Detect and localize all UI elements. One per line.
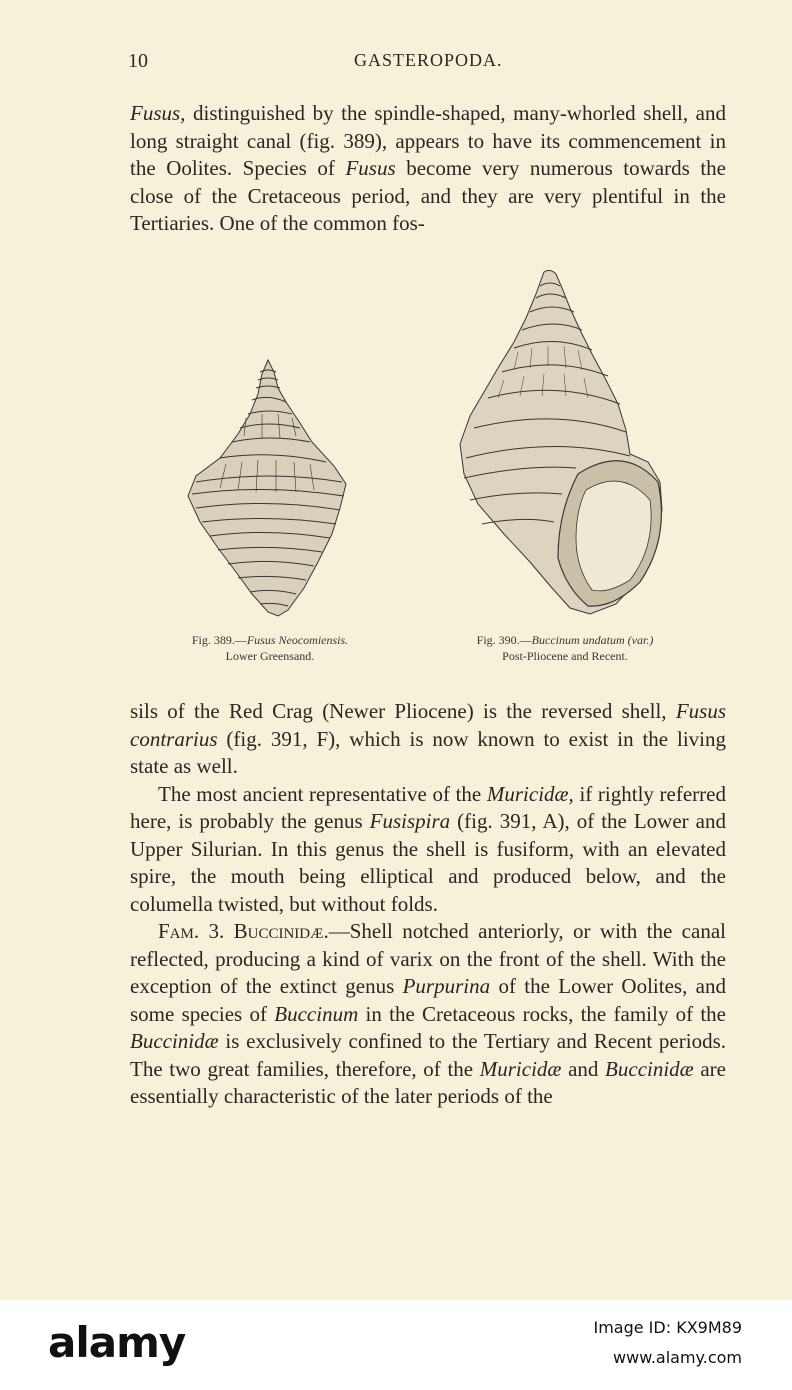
text-run: sils of the Red Crag (Newer Pliocene) is the reversed shell, <box>130 699 676 723</box>
caption-subtitle: Post-Pliocene and Recent. <box>502 649 628 663</box>
text-run: The most ancient representative of the <box>158 781 487 806</box>
family-heading: Buccinidæ. <box>233 919 329 943</box>
page-header <box>128 50 726 80</box>
genus-name: Purpurina <box>402 974 491 998</box>
buccinum-shell-illustration <box>458 268 664 620</box>
running-head: GASTEROPODA. <box>354 50 503 70</box>
paragraph-red-crag <box>130 698 726 781</box>
family-number: Fam. 3. <box>158 919 234 943</box>
species-name: Fusus contrarius <box>130 699 726 751</box>
caption-label: Fig. 389.— <box>191 633 247 647</box>
bottom-text <box>130 698 726 1111</box>
text-run: of the Lower Oolites, and some species of <box>130 974 726 1026</box>
caption-species: Fusus Neocomiensis. <box>246 633 349 647</box>
text-run: become very numerous towards the close of the Cretaceous period, and they are very plentiful in the Tertiaries. One of the common fos- <box>130 156 727 235</box>
text-run: in the Cretaceous rocks, the family of the <box>358 1001 727 1026</box>
text-run: is exclusively confined to the Tertiary and Recent periods. The two great families, therefore, of the <box>130 1029 726 1081</box>
text-run: (fig. 391, A), of the Lower and Upper Silurian. In this genus the shell is fusiform, with an elevated spire, the mouth being elliptical and produced below, and the columella twisted, but without folds. <box>130 809 726 916</box>
genus-name: Fusispira <box>369 809 451 833</box>
text-run: (fig. 391, F), which is now known to exist in the living state as well. <box>130 726 726 778</box>
figure-390-caption <box>430 632 700 664</box>
text-run: and <box>561 1056 606 1081</box>
text-run: —Shell notched anteriorly, or with the canal reflected, producing a kind of varix on the front of the shell. With the exception of the extinct genus <box>130 919 726 998</box>
text-run: are essentially characteristic of the later periods of the <box>130 1056 726 1108</box>
caption-species: Buccinum undatum <box>531 633 625 647</box>
family-name: Buccinidæ <box>130 1029 219 1053</box>
fusus-shell-illustration <box>186 358 348 620</box>
paragraph-muricidae <box>130 781 726 919</box>
family-name: Buccinidæ <box>605 1056 694 1081</box>
watermark-bar <box>0 1300 792 1390</box>
genus-name: Fusus, <box>130 101 186 125</box>
top-paragraph <box>130 100 726 238</box>
image-id: Image ID: KX9M89 <box>593 1318 742 1337</box>
page-number: 10 <box>128 50 148 72</box>
figure-389-caption <box>160 632 380 664</box>
text-run: distinguished by the spindle-shaped, many-whorled shell, and long straight canal (fig. 389), appears to have its commencement in the Oolites. Species of <box>130 101 726 180</box>
family-name: Muricidæ <box>479 1056 562 1081</box>
genus-name: Fusus <box>345 156 396 180</box>
genus-name: Buccinum <box>274 1001 359 1026</box>
paragraph-buccinidae <box>130 918 726 1111</box>
watermark-url: www.alamy.com <box>613 1348 742 1367</box>
alamy-logo: alamy <box>48 1318 186 1367</box>
caption-subtitle: Lower Greensand. <box>225 649 315 663</box>
caption-label: Fig. 390.— <box>476 633 532 647</box>
caption-variety: (var.) <box>624 633 654 647</box>
text-run: if rightly referred here, is probably the genus <box>130 781 726 833</box>
family-name: Muricidæ, <box>486 781 574 806</box>
